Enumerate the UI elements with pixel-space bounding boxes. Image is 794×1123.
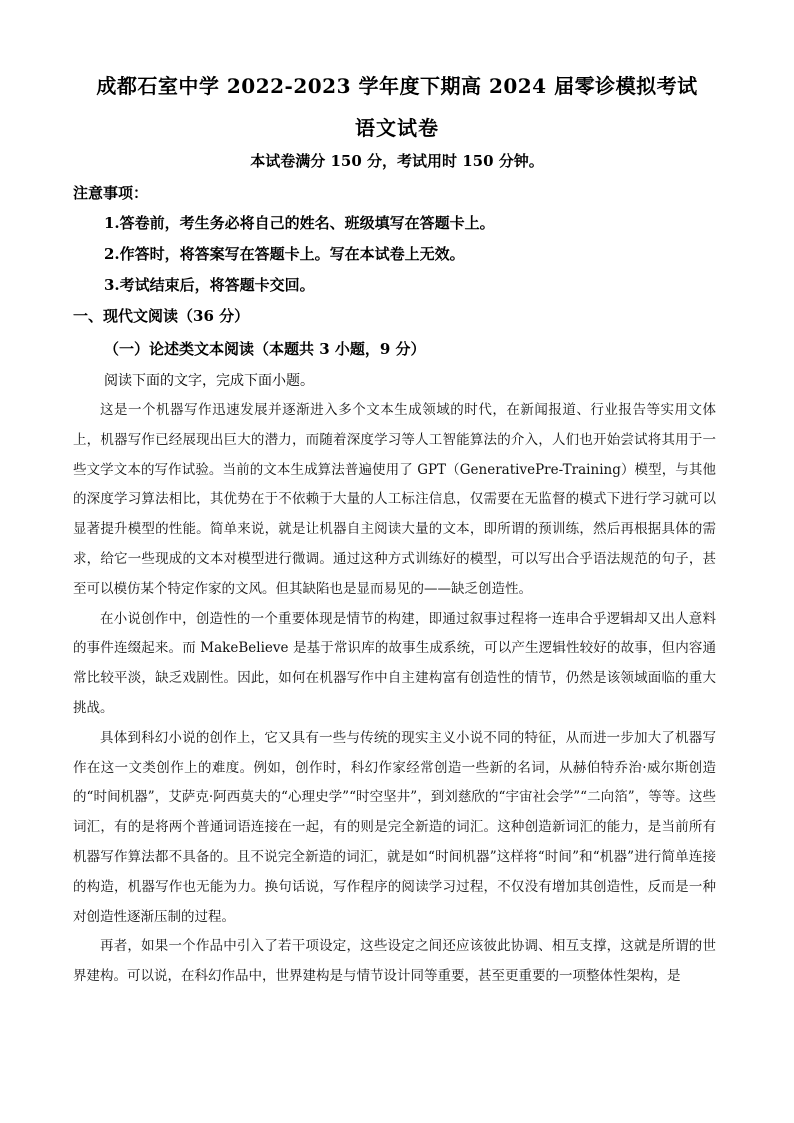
reading-passage — [73, 396, 716, 992]
reading-instruction: 阅读下面的文字，完成下面小题。 — [104, 373, 314, 389]
passage-paragraph: 在小说创作中，创造性的一个重要体现是情节的构建，即通过叙事过程将一连串合乎逻辑却又出人意料的事件连缀起来。而 MakeBelieve 是基于常识库的故事生成系统，可以产生逻辑性较好的故事，但内容通常比较平淡，缺乏戏剧性。因此，如何在机器写作中自主建构富有创造性的情节，仍然是该领域面临的重大挑战。 — [73, 610, 716, 716]
note-item: 2.作答时，将答案写在答题卡上。写在本试卷上无效。 — [104, 245, 465, 263]
exam-info: 本试卷满分 150 分，考试用时 150 分钟。 — [250, 152, 544, 170]
notes-heading: 注意事项： — [73, 184, 149, 202]
subsection-title: （一）论述类文本阅读（本题共 3 小题，9 分） — [104, 340, 426, 358]
exam-title: 成都石室中学 2022-2023 学年度下期高 2024 届零诊模拟考试 — [96, 74, 698, 98]
exam-subject: 语文试卷 — [355, 116, 439, 140]
note-item: 1.答卷前，考生务必将自己的姓名、班级填写在答题卡上。 — [104, 214, 495, 232]
passage-paragraph: 具体到科幻小说的创作上，它又具有一些与传统的现实主义小说不同的特征，从而进一步加大了机器写作在这一文类创作上的难度。例如，创作时，科幻作家经常创造一些新的名词，从赫伯特乔治·威尔斯创造的“时间机器”，艾萨克·阿西莫夫的“心理史学”“时空坚井”，到刘慈欣的“宇宙社会学”“二向箔”，等等。这些词汇，有的是将两个普通词语连接在一起，有的则是完全新造的词汇。这种创造新词汇的能力，是当前所有机器写作算法都不具备的。且不说完全新造的词汇，就是如“时间机器”这样将“时间”和“机器”进行简单连接的构造，机器写作也无能为力。换句话说，写作程序的阅读学习过程，不仅没有增加其创造性，反而是一种对创造性逐渐压制的过程。 — [73, 729, 716, 925]
section-title: 一、现代文阅读（36 分） — [73, 307, 250, 325]
passage-paragraph: 这是一个机器写作迅速发展并逐渐进入多个文本生成领域的时代，在新闻报道、行业报告等实用文体上，机器写作已经展现出巨大的潜力，而随着深度学习等人工智能算法的介入，人们也开始尝试将其用于一些文学文本的写作试验。当前的文本生成算法普遍使用了 GPT（GenerativePre-Training）模型，与其他的深度学习算法相比，其优势在于不依赖于大量的人工标注信息，仅需要在无监督的模式下进行学习就可以显著提升模型的性能。简单来说，就是让机器自主阅读大量的文本，即所谓的预训练，然后再根据具体的需求，给它一些现成的文本对模型进行微调。通过这种方式训练好的模型，可以写出合乎语法规范的句子，甚至可以模仿某个特定作家的文风。但其缺陷也是显而易见的——缺乏创造性。 — [73, 402, 716, 597]
note-item: 3.考试结束后，将答题卡交回。 — [104, 276, 315, 294]
passage-paragraph: 再者，如果一个作品中引入了若干项设定，这些设定之间还应该彼此协调、相互支撑，这就是所谓的世界建构。可以说，在科幻作品中，世界建构是与情节设计同等重要，甚至更重要的一项整体性架构，是 — [73, 938, 716, 985]
